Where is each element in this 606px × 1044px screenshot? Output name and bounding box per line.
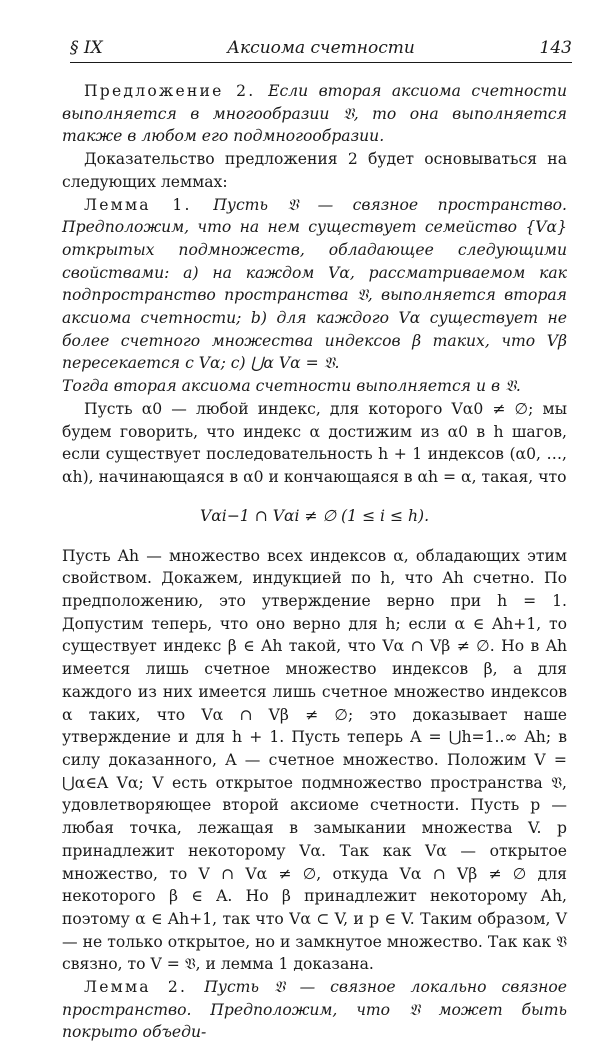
lemma-1-label: Лемма 1.	[84, 195, 214, 214]
proposition-label: Предложение 2.	[84, 82, 269, 100]
page-number: 143	[539, 38, 572, 58]
section-number: § IX	[70, 38, 103, 58]
lemma-1-statement: Пусть 𝔙 — связное пространство. Предположим, что на нем существует семейство {Vα} открытых подмножеств, обладающее следующими свойствами: a) на каждом Vα, рассматриваемом как подпространство пространства 𝔙, выполняется вторая аксиома счетности; b) для каждого Vα существует не более счетного множества индексов β таких, что Vβ пересекается с Vα; c) ⋃α Vα = 𝔙.	[62, 195, 567, 373]
display-formula: Vαi−1 ∩ Vαi ≠ ∅ (1 ≤ i ≤ h).	[199, 506, 430, 525]
lemma-1-conclusion-text: Тогда вторая аксиома счетности выполняется и в 𝔙.	[62, 377, 521, 396]
proof-intro: Доказательство предложения 2 будет основываться на следующих леммах:	[62, 150, 567, 191]
proposition-2	[62, 80, 567, 148]
running-title: Аксиома счетности	[227, 38, 415, 58]
reachability-definition: Пусть α0 — любой индекс, для которого Vα0 ≠ ∅; мы будем говорить, что индекс α достижим из α0 в h шагов, если существует последовательность h + 1 индексов (α0, …, αh), начинающаяся в α0 и кончающаяся в αh = α, такая, что	[62, 399, 567, 486]
lemma-1-conclusion	[62, 375, 567, 398]
proposition-statement: Если вторая аксиома счетности выполняется в многообразии 𝔙, то она выполняется также в любом его подмногообразии.	[62, 82, 567, 146]
lemma-1-proof: Пусть Ah — множество всех индексов α, обладающих этим свойством. Докажем, индукцией по h, что Ah счетно. По предположению, это утверждение верно при h = 1. Допустим теперь, что оно верно для h; если α ∈ Ah+1, то существует индекс β ∈ Ah такой, что Vα ∩ Vβ ≠ ∅. Но в Ah имеется лишь счетное множество индексов β, а для каждого из них имеется лишь счетное множество индексов α таких, что Vα ∩ Vβ ≠ ∅; это доказывает наше утверждение и для h + 1. Пусть теперь A = ⋃h=1..∞ Ah; в силу доказанного, A — счетное множество. Положим V = ⋃α∈A Vα; V есть открытое подмножество пространства 𝔙, удовлетворяющее второй аксиоме счетности. Пусть p — любая точка, лежащая в замыкании множества V. p принадлежит некоторому Vα. Так как Vα — открытое множество, то V ∩ Vα ≠ ∅, откуда Vα ∩ Vβ ≠ ∅ для некоторого β ∈ A. Но β принадлежит некоторому Ah, поэтому α ∈ Ah+1, так что Vα ⊂ V, и p ∈ V. Таким образом, V — не только открытое, но и замкнутое множество. Так как 𝔙 связно, то V = 𝔙, и лемма 1 доказана.	[62, 546, 567, 974]
running-header	[70, 36, 572, 63]
lemma-2-statement: Пусть 𝔙 — связное локально связное пространство. Предположим, что 𝔙 может быть покрыто объеди-	[62, 978, 567, 1042]
lemma-1	[62, 194, 567, 376]
lemma-2-label: Лемма 2.	[84, 978, 205, 997]
lemma-2	[62, 976, 567, 1044]
page-body	[62, 80, 567, 1044]
